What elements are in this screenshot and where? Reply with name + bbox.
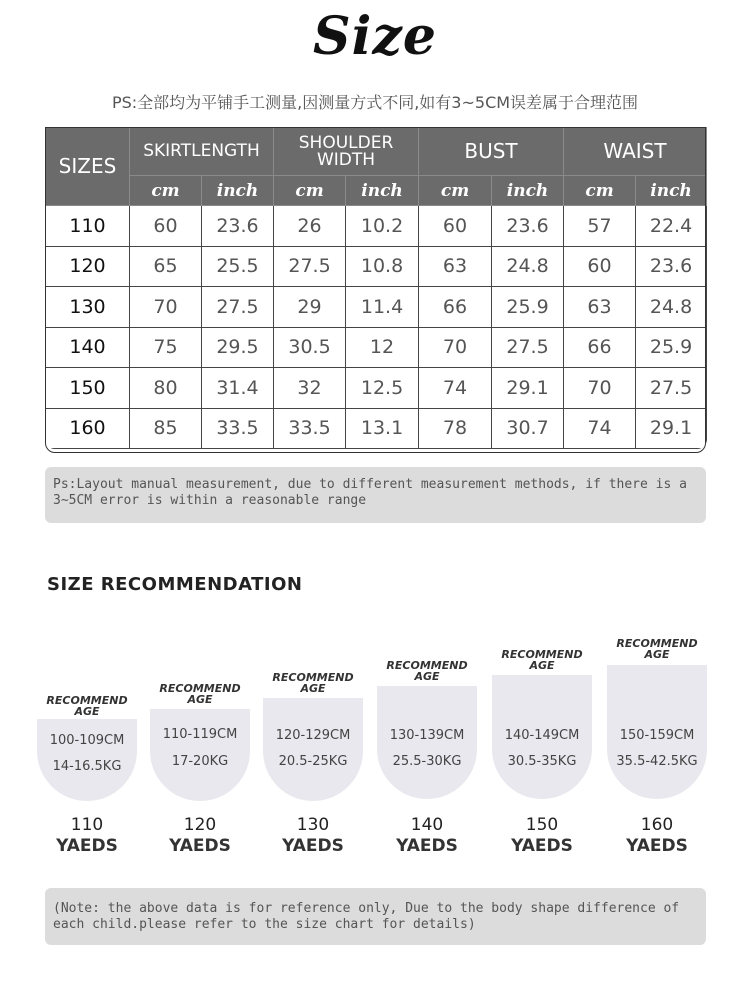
height-range: 110-119CM [162,727,238,742]
table-cell: 74 [564,408,636,449]
unit-inch-header: inch [202,176,274,206]
recommend-label: RECOMMEND [386,659,468,672]
size-unit: YAEDS [56,836,118,856]
unit-inch-header: inch [346,176,419,206]
table-cell: 63 [564,287,636,328]
table-cell: 25.9 [492,287,564,328]
recommend-label: RECOMMEND [159,682,241,695]
height-range: 140-149CM [504,728,580,743]
table-cell: 10.2 [346,206,419,247]
table-cell: 70 [419,327,492,368]
size-value: 160 [640,815,674,835]
bust-header: BUST [419,128,564,176]
weight-range: 35.5-42.5KG [616,754,698,769]
size-cell: 160 [46,408,130,449]
size-cell: 140 [46,327,130,368]
page-title: Size [313,6,437,67]
size-value: 120 [183,815,217,835]
table-cell: 66 [564,327,636,368]
table-cell: 65 [130,246,202,287]
table-cell: 13.1 [346,408,419,449]
height-range: 150-159CM [619,728,695,743]
shoulder-width-header: SHOULDER WIDTH [274,128,419,176]
table-cell: 12 [346,327,419,368]
table-cell: 30.5 [274,327,346,368]
table-cell: 75 [130,327,202,368]
unit-cm-header: cm [274,176,346,206]
unit-inch-header: inch [492,176,564,206]
recommendation-item [37,690,137,860]
table-cell: 25.9 [636,327,707,368]
table-cell: 70 [130,287,202,328]
recommend-label: RECOMMEND [501,648,583,661]
table-row [46,327,707,368]
table-cell: 80 [130,368,202,409]
table-cell: 11.4 [346,287,419,328]
table-cell: 60 [419,206,492,247]
table-cell: 26 [274,206,346,247]
table-cell: 27.5 [202,287,274,328]
age-label: AGE [300,682,326,695]
reference-note: (Note: the above data is for reference only, Due to the body shape difference of each child.please refer to the size chart for details) [45,888,706,945]
size-cell: 150 [46,368,130,409]
size-unit: YAEDS [396,836,458,856]
table-cell: 24.8 [492,246,564,287]
table-cell: 60 [130,206,202,247]
weight-range: 14-16.5KG [52,759,122,774]
size-value: 110 [70,815,104,835]
size-cell: 130 [46,287,130,328]
table-cell: 29.1 [492,368,564,409]
age-label: AGE [644,648,670,661]
age-label: AGE [529,659,555,672]
skirtlength-header: SKIRTLENGTH [130,128,274,176]
table-cell: 12.5 [346,368,419,409]
size-cell: 120 [46,246,130,287]
table-cell: 33.5 [274,408,346,449]
table-row [46,368,707,409]
table-cell: 24.8 [636,287,707,328]
unit-inch-header: inch [636,176,707,206]
weight-range: 17-20KG [171,754,229,769]
size-cell: 110 [46,206,130,247]
table-cell: 60 [564,246,636,287]
recommend-label: RECOMMEND [272,671,354,684]
weight-range: 25.5-30KG [392,754,462,769]
weight-range: 30.5-35KG [507,754,577,769]
table-cell: 30.7 [492,408,564,449]
size-value: 130 [296,815,330,835]
recommendation-item [607,633,707,860]
table-cell: 10.8 [346,246,419,287]
height-range: 100-109CM [49,733,125,748]
table-cell: 23.6 [636,246,707,287]
table-row [46,287,707,328]
measurement-note-chinese: PS:全部均为平铺手工测量,因测量方式不同,如有3~5CM误差属于合理范围 [111,93,639,112]
recommendation-item [492,644,592,860]
table-cell: 78 [419,408,492,449]
table-cell: 31.4 [202,368,274,409]
size-unit: YAEDS [282,836,344,856]
table-cell: 63 [419,246,492,287]
table-cell: 70 [564,368,636,409]
size-table [45,127,707,449]
size-value: 150 [525,815,559,835]
table-row [46,246,707,287]
size-value: 140 [410,815,444,835]
recommendation-item [263,667,363,860]
recommendation-item [377,655,477,860]
height-range: 120-129CM [275,728,351,743]
waist-header: WAIST [564,128,707,176]
table-cell: 29 [274,287,346,328]
age-label: AGE [187,693,213,706]
table-cell: 74 [419,368,492,409]
table-cell: 25.5 [202,246,274,287]
measurement-note-english: Ps:Layout manual measurement, due to different measurement methods, if there is a 3~5CM error is within a reasonable range [45,467,706,523]
table-cell: 23.6 [492,206,564,247]
table-cell: 22.4 [636,206,707,247]
unit-cm-header: cm [419,176,492,206]
recommendation-card [150,709,250,801]
size-unit: YAEDS [169,836,231,856]
table-cell: 85 [130,408,202,449]
age-label: AGE [74,705,100,718]
table-cell: 29.5 [202,327,274,368]
recommend-label: RECOMMEND [46,694,128,707]
recommendation-card [37,719,137,801]
table-cell: 32 [274,368,346,409]
table-cell: 27.5 [636,368,707,409]
recommendation-card [377,686,477,799]
table-cell: 57 [564,206,636,247]
weight-range: 20.5-25KG [278,754,348,769]
age-label: AGE [414,670,440,683]
recommendation-item [150,678,250,860]
size-unit: YAEDS [511,836,573,856]
table-cell: 33.5 [202,408,274,449]
table-row [46,408,707,449]
sizes-header: SIZES [46,128,130,206]
table-cell: 27.5 [274,246,346,287]
recommendation-card [492,675,592,799]
recommendation-card [607,665,707,799]
recommendation-title: SIZE RECOMMENDATION [47,574,303,595]
table-cell: 23.6 [202,206,274,247]
recommendation-card [263,698,363,801]
unit-cm-header: cm [130,176,202,206]
table-cell: 27.5 [492,327,564,368]
recommend-label: RECOMMEND [616,637,698,650]
size-unit: YAEDS [626,836,688,856]
table-row [46,206,707,247]
table-cell: 29.1 [636,408,707,449]
unit-cm-header: cm [564,176,636,206]
height-range: 130-139CM [389,728,465,743]
table-cell: 66 [419,287,492,328]
